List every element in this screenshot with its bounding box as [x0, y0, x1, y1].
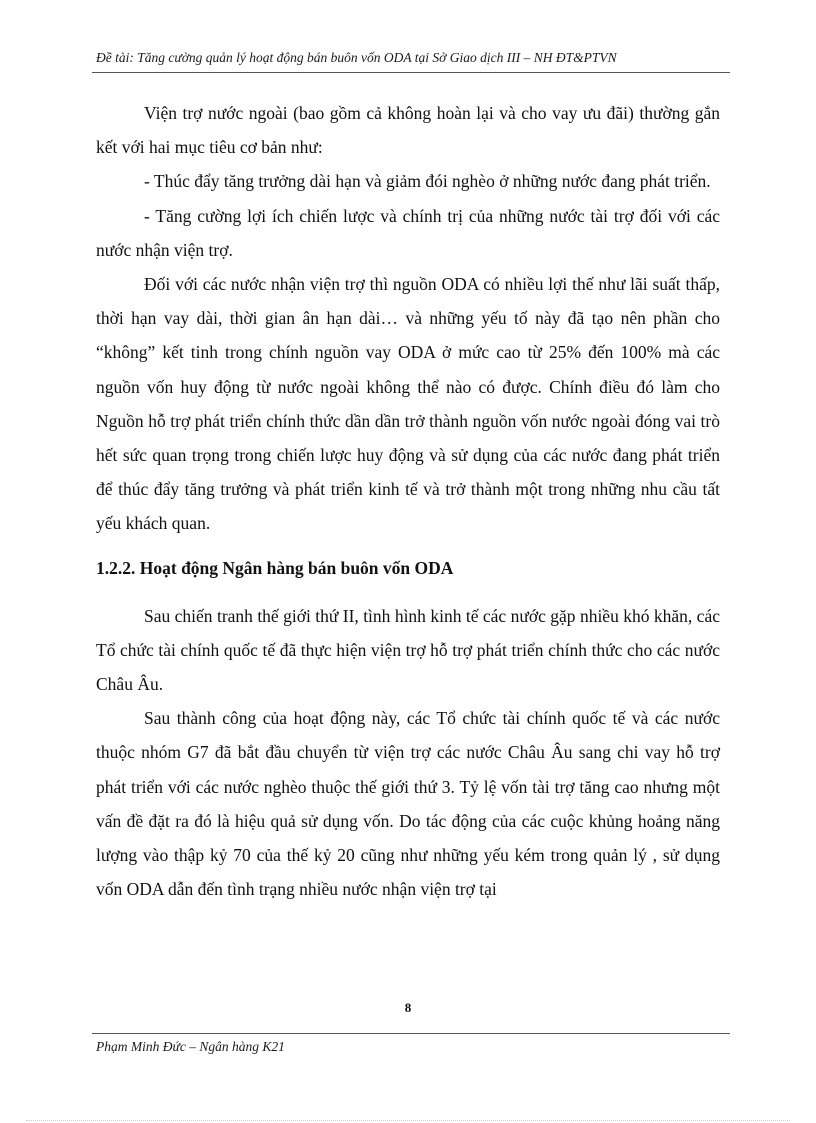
- body-paragraph-3: - Tăng cường lợi ích chiến lược và chính trị của những nước tài trợ đối với các nước nhận viện trợ.: [96, 205, 720, 260]
- section-heading: 1.2.2. Hoạt động Ngân hàng bán buôn vốn ODA: [96, 557, 454, 578]
- page-header: Đề tài: Tăng cường quản lý hoạt động bán buôn vốn ODA tại Sở Giao dịch III – NH ĐT&PTVN: [96, 50, 617, 65]
- body-paragraph-5: Sau chiến tranh thế giới thứ II, tình hình kinh tế các nước gặp nhiều khó khăn, các Tổ chức tài chính quốc tế đã thực hiện viện trợ hỗ trợ phát triển chính thức cho các nước Châu Âu.: [96, 605, 720, 695]
- document-body: [96, 96, 720, 906]
- body-paragraph-6: Sau thành công của hoạt động này, các Tổ chức tài chính quốc tế và các nước thuộc nhóm G7 đã bắt đầu chuyển từ viện trợ các nước Châu Âu sang chi vay hỗ trợ phát triển với các nước nghèo thuộc thế giới thứ 3. Tỷ lệ vốn tài trợ tăng cao nhưng một vấn đề đặt ra đó là hiệu quả sử dụng vốn. Do tác động của các cuộc khủng hoảng năng lượng vào thập kỷ 70 của thế kỷ 20 cũng như những yếu kém trong quản lý , sử dụng vốn ODA dẫn đến tình trạng nhiều nước nhận viện trợ tại: [96, 708, 720, 900]
- body-paragraph-2: - Thúc đẩy tăng trưởng dài hạn và giảm đói nghèo ở những nước đang phát triển.: [144, 171, 711, 192]
- body-paragraph-1: Viện trợ nước ngoài (bao gồm cả không hoàn lại và cho vay ưu đãi) thường gắn kết với hai mục tiêu cơ bản như:: [96, 103, 720, 158]
- page-edge-divider: [26, 1120, 790, 1121]
- body-paragraph-4: Đối với các nước nhận viện trợ thì nguồn ODA có nhiều lợi thế như lãi suất thấp, thời hạn vay dài, thời gian ân hạn dài… và những yếu tố này đã tạo nên phần cho “không” kết tinh trong chính nguồn vay ODA ở mức cao từ 25% đến 100% mà các nguồn vốn huy động từ nước ngoài không thể nào có được. Chính điều đó làm cho Nguồn hỗ trợ phát triển chính thức dần dần trở thành nguồn vốn nước ngoài đóng vai trò hết sức quan trọng trong chiến lược huy động và sử dụng của các nước đang phát triển để thúc đẩy tăng trưởng và phát triển kinh tế và trở thành một trong những nhu cầu tất yếu khách quan.: [96, 274, 720, 534]
- page-number: 8: [404, 1000, 412, 1015]
- footer-divider: [92, 1033, 730, 1034]
- page-footer: Phạm Minh Đức – Ngân hàng K21: [96, 1039, 285, 1054]
- header-divider: [92, 72, 730, 73]
